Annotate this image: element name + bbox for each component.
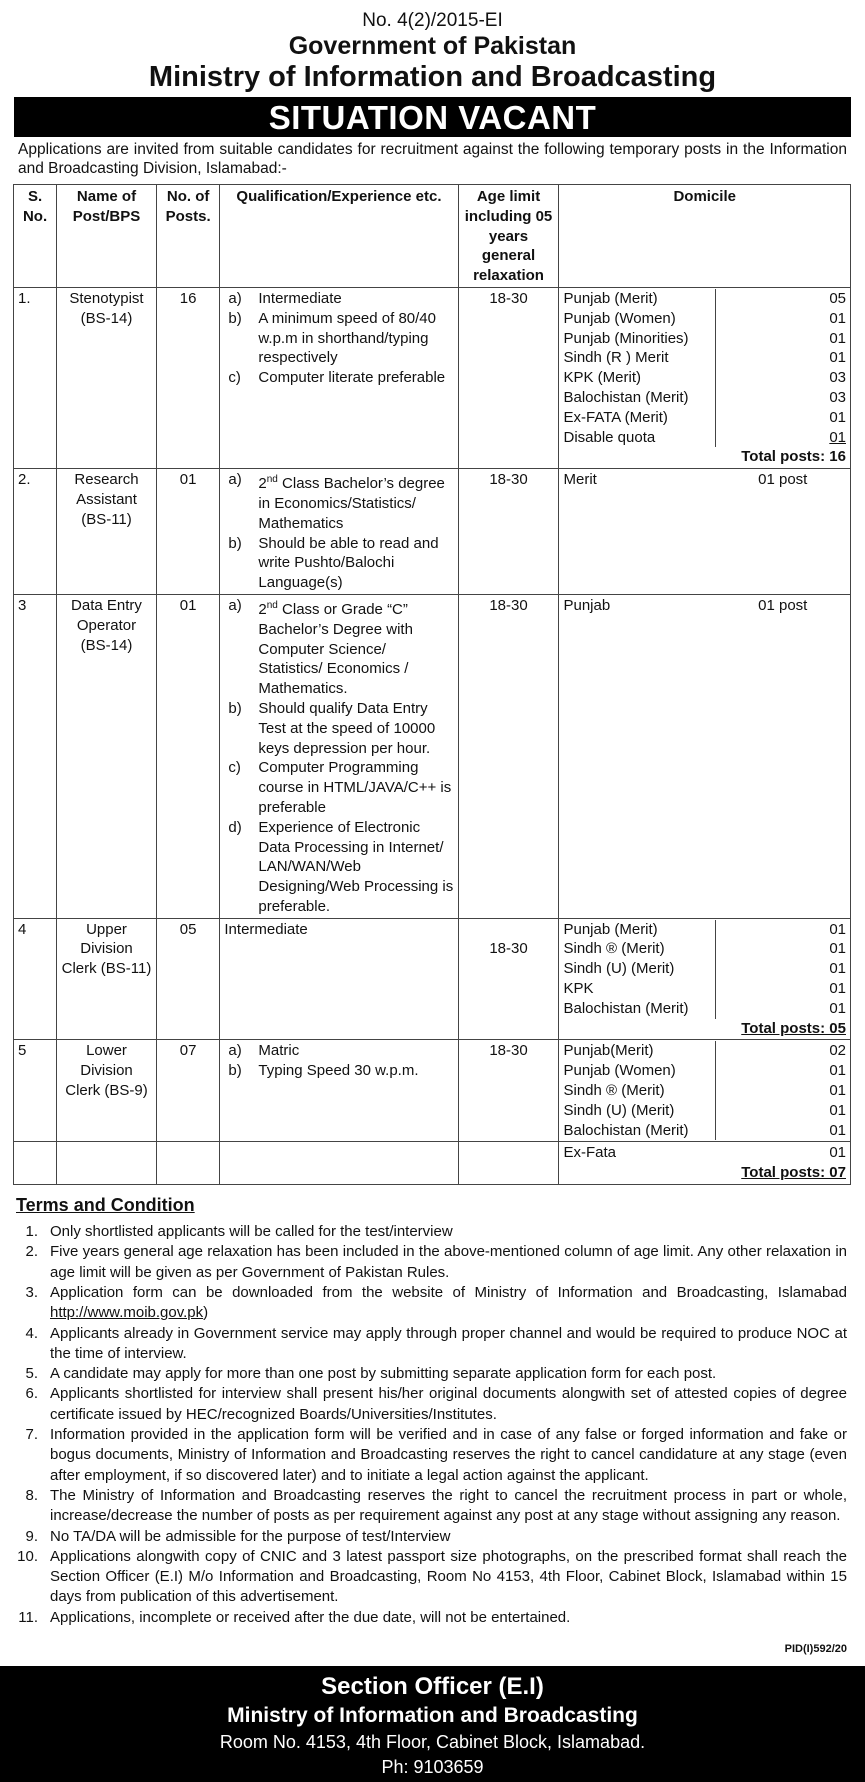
- government-title: Government of Pakistan: [288, 32, 577, 60]
- col-name: Name of Post/BPS: [57, 185, 157, 288]
- terms-number: 3.: [25, 1283, 38, 1301]
- domicile-count: 01: [829, 309, 846, 327]
- qualification-item: [224, 818, 453, 917]
- terms-number: 6.: [25, 1385, 38, 1403]
- qualification-text: A minimum speed of 80/40 w.p.m in shorthand/typing respectively: [258, 309, 436, 367]
- row-post-name: Data Entry Operator (BS-14): [57, 594, 157, 918]
- row-posts-count: 05: [156, 918, 220, 1040]
- domicile-name: Punjab (Minorities): [563, 329, 689, 347]
- domicile-name: Sindh ® (Merit): [563, 1082, 665, 1100]
- row-posts-count: 01: [156, 469, 220, 595]
- qualification-label: a): [228, 1042, 242, 1060]
- domicile-count: 03: [829, 388, 846, 406]
- domicile-name: Ex-Fata: [563, 1144, 616, 1162]
- domicile-name: Merit: [563, 471, 597, 489]
- row-qualification: [220, 1040, 458, 1142]
- qualification-label: b): [228, 1062, 242, 1080]
- terms-text: Applications alongwith copy of CNIC and 3 latest passport size photographs, on the prescribed format shall reach the Section Officer (E.I) M/o Information and Broadcasting, Room No 4153, 4th Floor, Cabinet Block, Islamabad within 15 days from publication of this advertisement.: [50, 1547, 847, 1606]
- posts-table: [13, 184, 851, 1185]
- terms-text: The Ministry of Information and Broadcasting reserves the right to cancel the recruitment process in part or whole, increase/decrease the number of posts as per requirement against any post at any stage without assigning any reason.: [50, 1486, 847, 1525]
- domicile-count: 01: [829, 1121, 846, 1139]
- total-posts: Total posts: 05: [741, 1019, 846, 1037]
- domicile-list: [563, 470, 850, 490]
- terms-text: Five years general age relaxation has been included in the above-mentioned column of age limit. Any other relaxation in age limit will be given as per Government of Pakistan Rules.: [50, 1243, 847, 1281]
- col-posts: No. of Posts.: [156, 185, 220, 288]
- qualification-text: 2nd Class or Grade “C” Bachelor’s Degree with Computer Science/ Statistics/ Economics / Mathematics.: [258, 599, 413, 698]
- domicile-name: Disable quota: [563, 428, 656, 446]
- qualification-label: a): [228, 289, 242, 307]
- row-posts-count: 01: [156, 594, 220, 918]
- qualification-text: 2nd Class Bachelor’s degree in Economics/Statistics/ Mathematics: [258, 474, 445, 532]
- qualification-label: b): [228, 699, 242, 717]
- terms-text: Applicants already in Government service may apply through proper channel and would be required to produce NOC at the time of interview.: [50, 1324, 847, 1362]
- qualification-text: Typing Speed 30 w.p.m.: [258, 1062, 419, 1080]
- domicile-count: 01: [829, 428, 846, 446]
- col-age: Age limit including 05 years general relaxation: [458, 185, 559, 288]
- domicile-count: 01: [829, 349, 846, 367]
- table-row: [14, 1142, 851, 1185]
- terms-item: [16, 1242, 847, 1283]
- ministry-title: Ministry of Information and Broadcasting: [148, 61, 717, 93]
- qualification-text: Matric: [258, 1042, 300, 1060]
- domicile-list: [563, 289, 850, 447]
- qualification-text: Should be able to read and write Pushto/Balochi Language(s): [258, 534, 439, 592]
- domicile-count: 01: [829, 999, 846, 1017]
- pid-number: PID(I)592/20: [784, 1643, 847, 1655]
- terms-number: 5.: [25, 1365, 38, 1383]
- col-sno: S. No.: [14, 185, 57, 288]
- empty-cell: [220, 1142, 458, 1185]
- domicile-name: Ex-FATA (Merit): [563, 408, 668, 426]
- domicile-name: Sindh (U) (Merit): [563, 1101, 675, 1119]
- footer-address: Room No. 4153, 4th Floor, Cabinet Block, Islamabad.: [219, 1732, 646, 1752]
- terms-number: 4.: [25, 1324, 38, 1342]
- domicile-name: KPK: [563, 980, 594, 998]
- qualification-label: d): [228, 818, 242, 836]
- domicile-names: [563, 289, 716, 447]
- terms-text: Applicants shortlisted for interview shall present his/her original documents alongwith set of attested copies of degree certificate issued by HEC/recognized Boards/Universities/Institutes.: [50, 1385, 847, 1423]
- domicile-names: [563, 1143, 715, 1163]
- domicile-name: Punjab (Merit): [563, 920, 658, 938]
- domicile-count: 01: [829, 920, 846, 938]
- row-sno: 1.: [14, 287, 57, 468]
- website-link[interactable]: http://www.moib.gov.pk: [50, 1304, 204, 1322]
- qualification-label: c): [228, 369, 241, 387]
- row-domicile: [559, 1040, 851, 1142]
- domicile-name: Sindh (U) (Merit): [563, 960, 675, 978]
- qualification-text: Computer literate preferable: [258, 369, 446, 387]
- row-domicile: [559, 594, 851, 918]
- domicile-count: 01: [829, 329, 846, 347]
- row-age-limit: 18-30: [458, 287, 559, 468]
- footer: [0, 1666, 865, 1782]
- col-domicile: Domicile: [559, 185, 851, 288]
- terms-item: [16, 1425, 847, 1486]
- terms-heading: Terms and Condition: [16, 1195, 195, 1216]
- qualification-label: c): [228, 759, 241, 777]
- domicile-name: Punjab(Merit): [563, 1042, 654, 1060]
- terms-item: [16, 1283, 847, 1324]
- terms-number: 8.: [25, 1486, 38, 1504]
- terms-item: [16, 1324, 847, 1365]
- terms-text: No TA/DA will be admissible for the purpose of test/Interview: [50, 1527, 451, 1545]
- terms-text: Applications, incomplete or received after the due date, will not be entertained.: [50, 1608, 571, 1626]
- qualification-text: Should qualify Data Entry Test at the speed of 10000 keys depression per hour.: [258, 699, 436, 757]
- qualification-item: [224, 534, 453, 593]
- table-header-row: [14, 185, 851, 288]
- domicile-count: 02: [829, 1042, 846, 1060]
- terms-item: [16, 1364, 847, 1384]
- qualification-text: Intermediate: [224, 920, 308, 938]
- row-age-limit: 18-30: [458, 594, 559, 918]
- terms-item: [16, 1222, 847, 1242]
- domicile-name: Punjab (Women): [563, 1062, 676, 1080]
- row-posts-count: 07: [156, 1040, 220, 1142]
- row-domicile: [559, 1142, 851, 1185]
- terms-number: 11.: [18, 1608, 38, 1626]
- table-row: [14, 594, 851, 918]
- terms-item: [16, 1527, 847, 1547]
- row-qualification: [220, 287, 458, 468]
- domicile-name: Punjab: [563, 596, 611, 614]
- row-qualification: [220, 918, 458, 1040]
- domicile-list: [563, 1041, 850, 1140]
- qualification-label: a): [228, 596, 242, 614]
- row-age-limit: 18-30: [458, 918, 559, 1040]
- terms-text: Information provided in the application form will be verified and in case of any false or forged information and fake or bogus documents, Ministry of Information and Broadcasting reserves the right to cancel candidature at any stage (even after employment, if so discovered later) and to initiate a legal action against the applicant.: [50, 1426, 847, 1484]
- domicile-name: Sindh (R ) Merit: [563, 349, 669, 367]
- terms-item: [16, 1547, 847, 1608]
- domicile-counts: [716, 1041, 850, 1140]
- header: [0, 10, 865, 94]
- qualification-label: b): [228, 534, 242, 552]
- qualification-text: Computer Programming course in HTML/JAVA/C++ is preferable: [258, 759, 452, 816]
- qualification-text: Intermediate: [258, 289, 342, 307]
- domicile-name: Balochistan (Merit): [563, 1121, 689, 1139]
- total-posts: Total posts: 16: [741, 448, 846, 466]
- table-row: [14, 469, 851, 595]
- terms-item: [16, 1384, 847, 1425]
- empty-cell: [14, 1142, 57, 1185]
- terms-list: [16, 1222, 847, 1628]
- domicile-count: 01: [829, 408, 846, 426]
- domicile-count: 05: [829, 289, 846, 307]
- row-post-name: Research Assistant (BS-11): [57, 469, 157, 595]
- row-age-limit: 18-30: [458, 469, 559, 595]
- domicile-count: 01: [829, 980, 846, 998]
- domicile-name: Punjab (Merit): [563, 289, 658, 307]
- table-row: [14, 918, 851, 1040]
- row-qualification: [220, 594, 458, 918]
- row-posts-count: 16: [156, 287, 220, 468]
- domicile-counts: [716, 289, 850, 447]
- situation-vacant-banner: SITUATION VACANT: [14, 97, 851, 137]
- terms-number: 7.: [25, 1426, 38, 1444]
- total-posts: Total posts: 07: [741, 1164, 846, 1182]
- row-post-name: Stenotypist (BS-14): [57, 287, 157, 468]
- reference-number: No. 4(2)/2015-EI: [362, 10, 503, 31]
- qualification-item: [224, 309, 453, 368]
- terms-text: A candidate may apply for more than one post by submitting separate application form for each post.: [50, 1365, 717, 1383]
- domicile-count: 01: [829, 940, 846, 958]
- qualification-label: a): [228, 471, 242, 489]
- domicile-count: 01: [829, 1082, 846, 1100]
- row-post-name: Upper Division Clerk (BS-11): [57, 918, 157, 1040]
- footer-title: Section Officer (E.I): [321, 1673, 544, 1700]
- domicile-count: 01: [829, 960, 846, 978]
- row-domicile: [559, 469, 851, 595]
- domicile-count: 01 post: [758, 471, 808, 489]
- domicile-name: Punjab (Women): [563, 309, 676, 327]
- qualification-text: Experience of Electronic Data Processing in Internet/ LAN/WAN/Web Designing/Web Processing is preferable.: [258, 818, 454, 915]
- empty-cell: [156, 1142, 220, 1185]
- row-age-limit: 18-30: [458, 1040, 559, 1142]
- qualification-item: [224, 289, 453, 309]
- domicile-count: 01 post: [758, 596, 808, 614]
- domicile-count: 01: [829, 1101, 846, 1119]
- terms-text: Application form can be downloaded from the website of Ministry of Information and Broadcasting, Islamabad http://www.moib.gov.pk): [50, 1283, 847, 1322]
- terms-number: 1.: [25, 1223, 38, 1241]
- domicile-name: Sindh ® (Merit): [563, 940, 665, 958]
- qualification-item: [224, 1041, 453, 1061]
- domicile-name: Balochistan (Merit): [563, 999, 689, 1017]
- terms-number: 9.: [25, 1527, 38, 1545]
- domicile-name: KPK (Merit): [563, 369, 641, 387]
- footer-phone: Ph: 9103659: [381, 1757, 484, 1777]
- qualification-item: [224, 596, 453, 699]
- qualification-item: [224, 1061, 453, 1081]
- row-sno: 5: [14, 1040, 57, 1142]
- domicile-list: [563, 596, 850, 616]
- domicile-name: Balochistan (Merit): [563, 388, 689, 406]
- row-sno: 2.: [14, 469, 57, 595]
- row-domicile: [559, 287, 851, 468]
- domicile-count: 01: [829, 1144, 846, 1162]
- terms-number: 10.: [17, 1547, 38, 1565]
- domicile-count: 01: [829, 1062, 846, 1080]
- domicile-list: [563, 920, 850, 1019]
- col-qualification: Qualification/Experience etc.: [220, 185, 458, 288]
- terms-number: 2.: [25, 1243, 38, 1261]
- row-sno: 4: [14, 918, 57, 1040]
- domicile-count: 03: [829, 369, 846, 387]
- row-domicile: [559, 918, 851, 1040]
- table-row: [14, 287, 851, 468]
- domicile-names: [563, 1041, 716, 1140]
- terms-text: Only shortlisted applicants will be called for the test/interview: [50, 1223, 453, 1241]
- domicile-names: [563, 920, 716, 1019]
- qualification-item: [224, 470, 453, 533]
- empty-cell: [458, 1142, 559, 1185]
- footer-ministry: Ministry of Information and Broadcasting: [227, 1704, 638, 1727]
- domicile-counts: [716, 920, 850, 1019]
- terms-item: [16, 1486, 847, 1527]
- intro-text: Applications are invited from suitable candidates for recruitment against the following temporary posts in the Information and Broadcasting Division, Islamabad:-: [18, 141, 847, 177]
- row-qualification: [220, 469, 458, 595]
- row-post-name: Lower Division Clerk (BS-9): [57, 1040, 157, 1142]
- domicile-counts: [715, 1143, 850, 1163]
- qualification-item: [224, 368, 453, 388]
- empty-cell: [57, 1142, 157, 1185]
- qualification-label: b): [228, 309, 242, 327]
- qualification-item: [224, 758, 453, 817]
- qualification-item: [224, 699, 453, 758]
- row-sno: 3: [14, 594, 57, 918]
- table-row: [14, 1040, 851, 1142]
- terms-item: [16, 1608, 847, 1628]
- domicile-list: [563, 1143, 850, 1163]
